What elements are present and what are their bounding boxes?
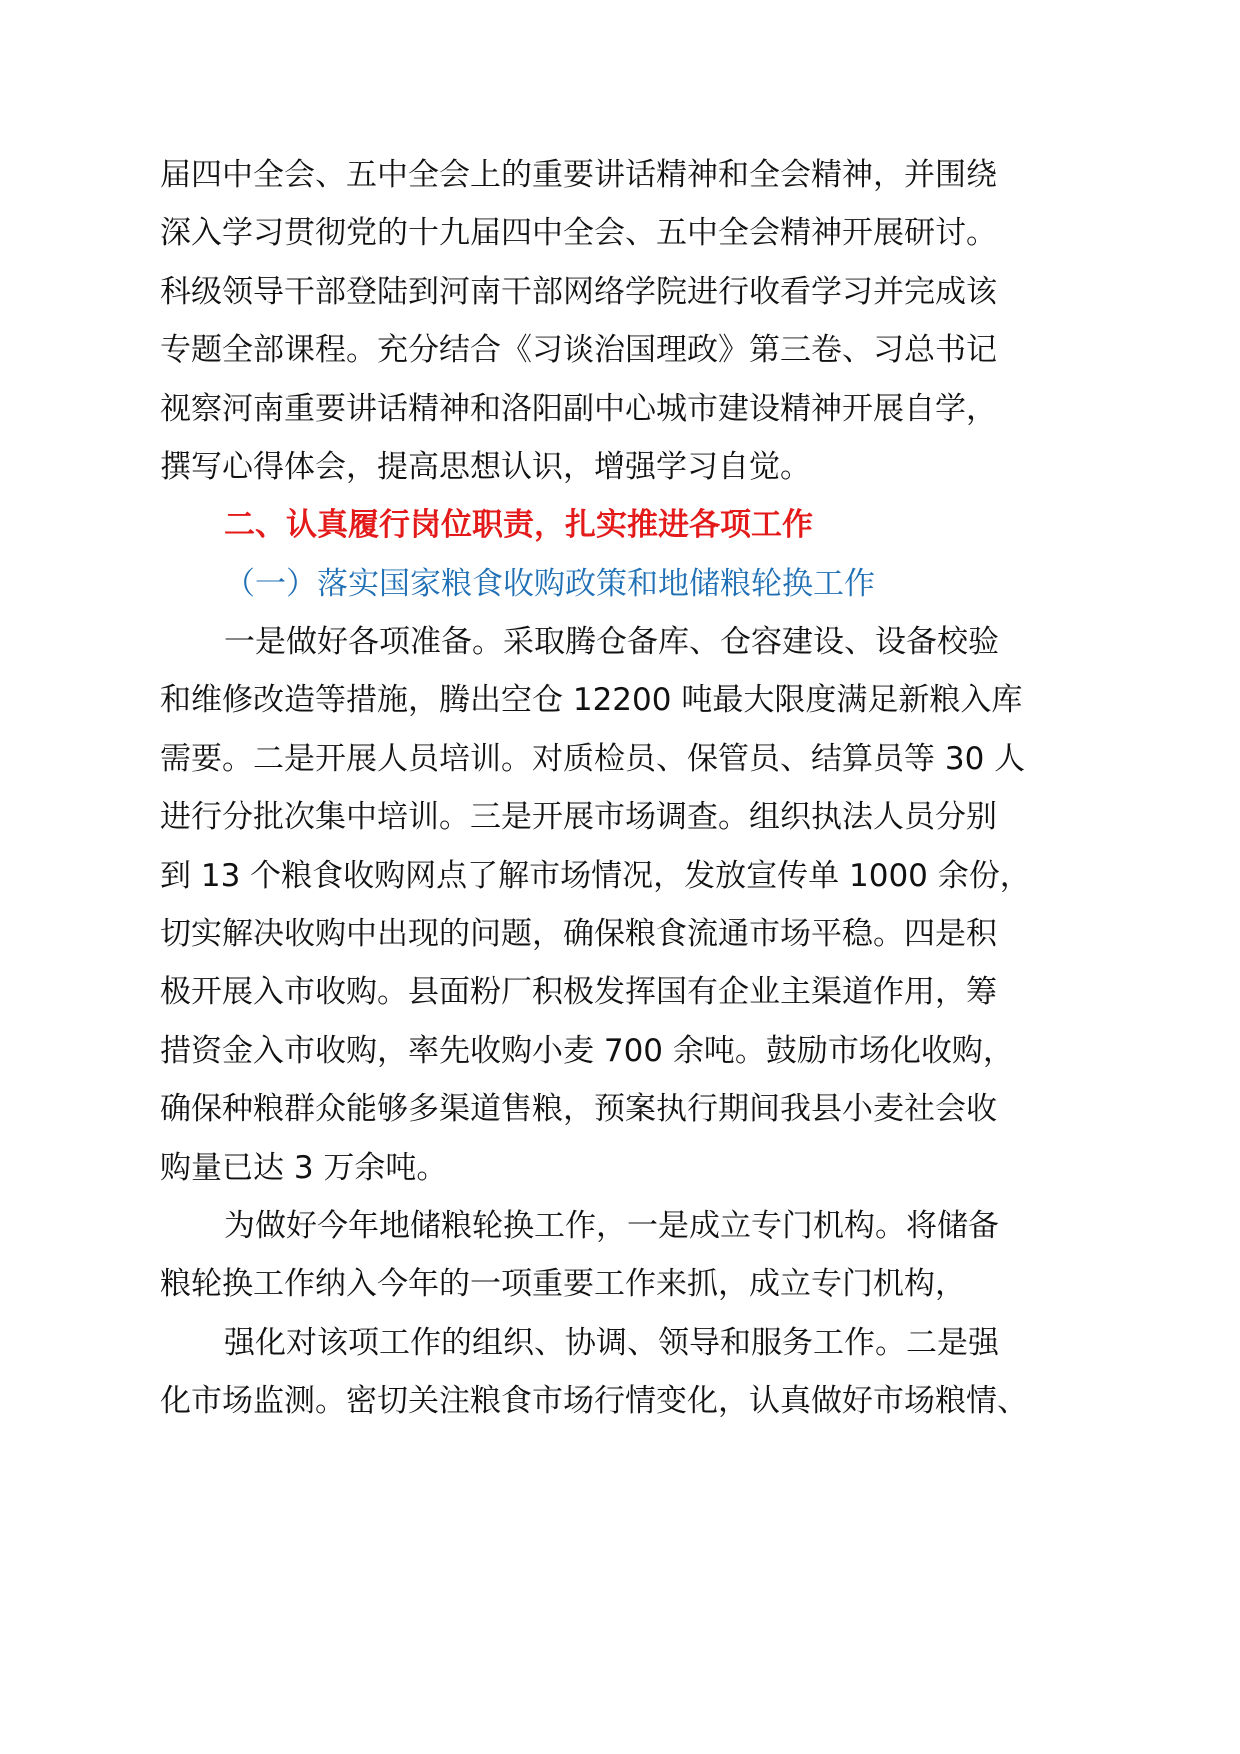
section-heading: 二、认真履行岗位职责，扎实推进各项工作: [224, 507, 813, 543]
paragraph-line: 购量已达 3 万余吨。: [160, 1150, 448, 1186]
paragraph-line: 化市场监测。密切关注粮食市场行情变化，认真做好市场粮情、: [160, 1383, 1028, 1419]
paragraph-line: 极开展入市收购。县面粉厂积极发挥国有企业主渠道作用，筹: [160, 974, 997, 1010]
paragraph-line: 粮轮换工作纳入今年的一项重要工作来抓，成立专门机构，: [160, 1266, 966, 1302]
paragraph-line: 切实解决收购中出现的问题，确保粮食流通市场平稳。四是积: [160, 916, 997, 952]
paragraph-line: 措资金入市收购，率先收购小麦 700 余吨。鼓励市场化收购，: [160, 1033, 1014, 1069]
paragraph-line: 为做好今年地储粮轮换工作，一是成立专门机构。将储备: [224, 1208, 999, 1244]
paragraph-line: 确保种粮群众能够多渠道售粮，预案执行期间我县小麦社会收: [160, 1091, 997, 1127]
paragraph-line: 视察河南重要讲话精神和洛阳副中心城市建设精神开展自学，: [160, 391, 997, 427]
paragraph-line: 到 13 个粮食收购网点了解市场情况，发放宣传单 1000 余份，: [160, 858, 1031, 894]
paragraph-line: 需要。二是开展人员培训。对质检员、保管员、结算员等 30 人: [160, 741, 1026, 777]
paragraph-line: 和维修改造等措施，腾出空仓 12200 吨最大限度满足新粮入库: [160, 682, 1023, 718]
subsection-heading: （一）落实国家粮食收购政策和地储粮轮换工作: [224, 566, 875, 602]
paragraph-line: 一是做好各项准备。采取腾仓备库、仓容建设、设备校验: [224, 624, 999, 660]
paragraph-line: 进行分批次集中培训。三是开展市场调查。组织执法人员分别: [160, 799, 997, 835]
paragraph-line: 深入学习贯彻党的十九届四中全会、五中全会精神开展研讨。: [160, 215, 997, 251]
paragraph-line: 届四中全会、五中全会上的重要讲话精神和全会精神，并围绕: [160, 157, 997, 193]
paragraph-line: 专题全部课程。充分结合《习谈治国理政》第三卷、习总书记: [160, 332, 997, 368]
paragraph-line: 强化对该项工作的组织、协调、领导和服务工作。二是强: [224, 1325, 999, 1361]
paragraph-line: 撰写心得体会，提高思想认识，增强学习自觉。: [160, 449, 811, 485]
paragraph-line: 科级领导干部登陆到河南干部网络学院进行收看学习并完成该: [160, 274, 997, 310]
